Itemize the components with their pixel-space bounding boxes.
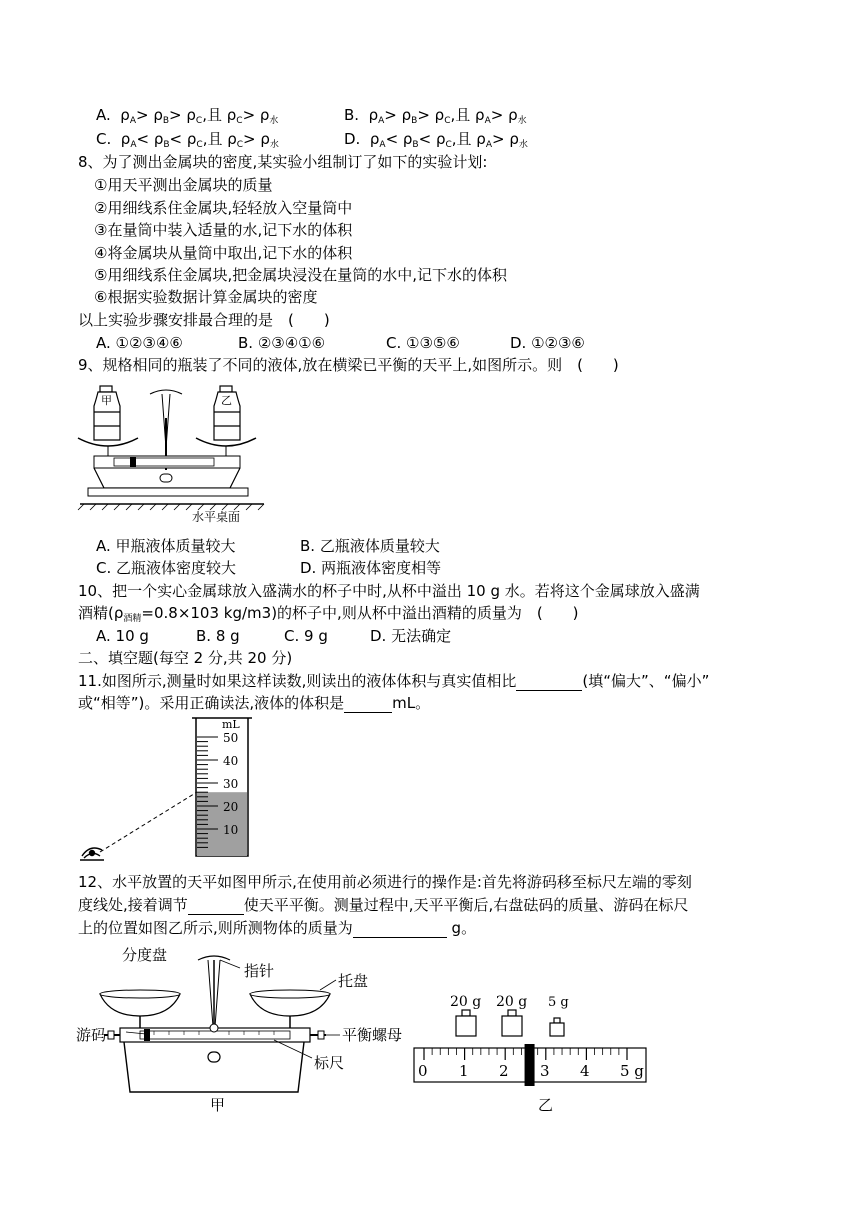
q10-stem-line2: 酒精($\rho_{酒精}=0.8\times 103$ kg/m3)的杯子中,则从杯中溢出酒精的质量为 ( ) bbox=[78, 604, 579, 624]
q9-option-a: A. 甲瓶液体质量较大 bbox=[96, 537, 236, 555]
q12-blank-2[interactable] bbox=[353, 921, 447, 938]
cylinder-tick-label-30: 30 bbox=[223, 777, 239, 791]
q9-option-c: C. 乙瓶液体密度较大 bbox=[96, 559, 237, 577]
q9-stem: 9、规格相同的瓶装了不同的液体,放在横梁已平衡的天平上,如图所示。则 ( ) bbox=[78, 356, 619, 374]
weight-20g-icon bbox=[502, 1010, 522, 1036]
weight-label-3: 5 g bbox=[548, 995, 569, 1010]
q10-option-a: A. 10 g bbox=[96, 627, 149, 645]
eye-icon bbox=[80, 848, 104, 860]
q7-option-b: B. $\rho_A> \rho_B> \rho_C$,且 $\rho_A> \rho_水$ bbox=[344, 106, 527, 126]
q7-option-c: C. $\rho_A< \rho_B< \rho_C$,且 $\rho_C> \rho_水$ bbox=[96, 130, 279, 150]
label-pointer: 指针 bbox=[244, 962, 275, 980]
q9-option-d: D. 两瓶液体密度相等 bbox=[300, 559, 442, 577]
q10-option-b: B. 8 g bbox=[196, 627, 240, 645]
cylinder-tick-label-20: 20 bbox=[223, 800, 239, 814]
q8-step-3: ③在量筒中装入适量的水,记下水的体积 bbox=[94, 221, 353, 239]
q8-step-6: ⑥根据实验数据计算金属块的密度 bbox=[94, 288, 318, 306]
q8-option-b: B. ②③④①⑥ bbox=[238, 334, 326, 352]
label-scale: 标尺 bbox=[314, 1054, 345, 1072]
cylinder-tick-label-10: 10 bbox=[223, 823, 239, 837]
q11-line2: 或“相等”)。采用正确读法,液体的体积是 mL。 bbox=[78, 694, 431, 712]
q12-balance-figure-jia bbox=[74, 940, 420, 1112]
label-nut: 平衡螺母 bbox=[342, 1026, 403, 1044]
q8-question: 以上实验步骤安排最合理的是 ( ) bbox=[78, 311, 330, 329]
q12-ruler-figure-yi bbox=[404, 992, 656, 1114]
section-title: 二、填空题(每空 2 分,共 20 分) bbox=[78, 649, 293, 667]
q8-option-a: A. ①②③④⑥ bbox=[96, 334, 183, 352]
q11-blank-1[interactable] bbox=[516, 674, 582, 691]
q11-cylinder-figure bbox=[78, 716, 258, 864]
weight-label-2: 20 g bbox=[496, 994, 528, 1010]
caption-jia: 甲 bbox=[210, 1096, 226, 1112]
rider-marker bbox=[525, 1044, 535, 1086]
q10-option-c: C. 9 g bbox=[284, 627, 328, 645]
cylinder-tick-label-50: 50 bbox=[223, 731, 239, 745]
q9-label-right: 乙 bbox=[221, 394, 232, 407]
q10-option-d: D. 无法确定 bbox=[370, 627, 452, 645]
q9-balance-figure bbox=[74, 378, 270, 524]
q8-step-1: ①用天平测出金属块的质量 bbox=[94, 176, 273, 194]
ruler-tick-0: 0 bbox=[418, 1062, 428, 1080]
label-rider: 游码 bbox=[76, 1026, 107, 1044]
q9-label-left: 甲 bbox=[101, 394, 112, 407]
q12-blank-1[interactable] bbox=[188, 898, 244, 915]
q8-option-c: C. ①③⑤⑥ bbox=[386, 334, 460, 352]
label-pan: 托盘 bbox=[338, 972, 369, 990]
weight-label-1: 20 g bbox=[450, 994, 482, 1010]
label-dial: 分度盘 bbox=[122, 946, 168, 964]
q9-caption: 水平桌面 bbox=[192, 510, 241, 524]
q8-step-5: ⑤用细线系住金属块,把金属块浸没在量筒的水中,记下水的体积 bbox=[94, 266, 507, 284]
cylinder-tick-label-40: 40 bbox=[223, 754, 239, 768]
q12-line1: 12、水平放置的天平如图甲所示,在使用前必须进行的操作是:首先将游码移至标尺左端的零刻 bbox=[78, 873, 692, 891]
ruler-tick-2: 2 bbox=[499, 1062, 509, 1080]
weight-20g-icon bbox=[456, 1010, 476, 1036]
q12-line2: 度线处,接着调节 使天平平衡。测量过程中,天平平衡后,右盘砝码的质量、游码在标尺 bbox=[78, 896, 689, 914]
ruler-tick-4: 4 bbox=[580, 1062, 590, 1080]
ruler-tick-1: 1 bbox=[459, 1062, 469, 1080]
q7-option-a: A. $\rho_A> \rho_B> \rho_C$,且 $\rho_C> \rho_水$ bbox=[96, 106, 279, 126]
caption-yi: 乙 bbox=[538, 1096, 554, 1114]
weight-5g-icon bbox=[550, 1018, 564, 1036]
q7-option-d: D. $\rho_A< \rho_B< \rho_C$,且 $\rho_A> \rho_水$ bbox=[344, 130, 528, 150]
q8-option-d: D. ①②③⑥ bbox=[510, 334, 585, 352]
cylinder-unit: mL bbox=[222, 718, 240, 731]
q12-line3: 上的位置如图乙所示,则所测物体的质量为 g。 bbox=[78, 919, 477, 937]
q11-blank-2[interactable] bbox=[344, 696, 392, 713]
ruler-tick-3: 3 bbox=[540, 1062, 550, 1080]
q10-stem-line1: 10、把一个实心金属球放入盛满水的杯子中时,从杯中溢出 10 g 水。若将这个金属球放入盛满 bbox=[78, 582, 700, 600]
q8-step-4: ④将金属块从量筒中取出,记下水的体积 bbox=[94, 244, 353, 262]
q11-line1: 11.如图所示,测量时如果这样读数,则读出的液体体积与真实值相比 (填“偏大”、“偏小” bbox=[78, 672, 710, 690]
q8-stem: 8、为了测出金属块的密度,某实验小组制订了如下的实验计划: bbox=[78, 153, 488, 171]
ruler-tick-5: 5 g bbox=[620, 1062, 644, 1080]
q8-step-2: ②用细线系住金属块,轻轻放入空量筒中 bbox=[94, 199, 353, 217]
q9-option-b: B. 乙瓶液体质量较大 bbox=[300, 537, 440, 555]
